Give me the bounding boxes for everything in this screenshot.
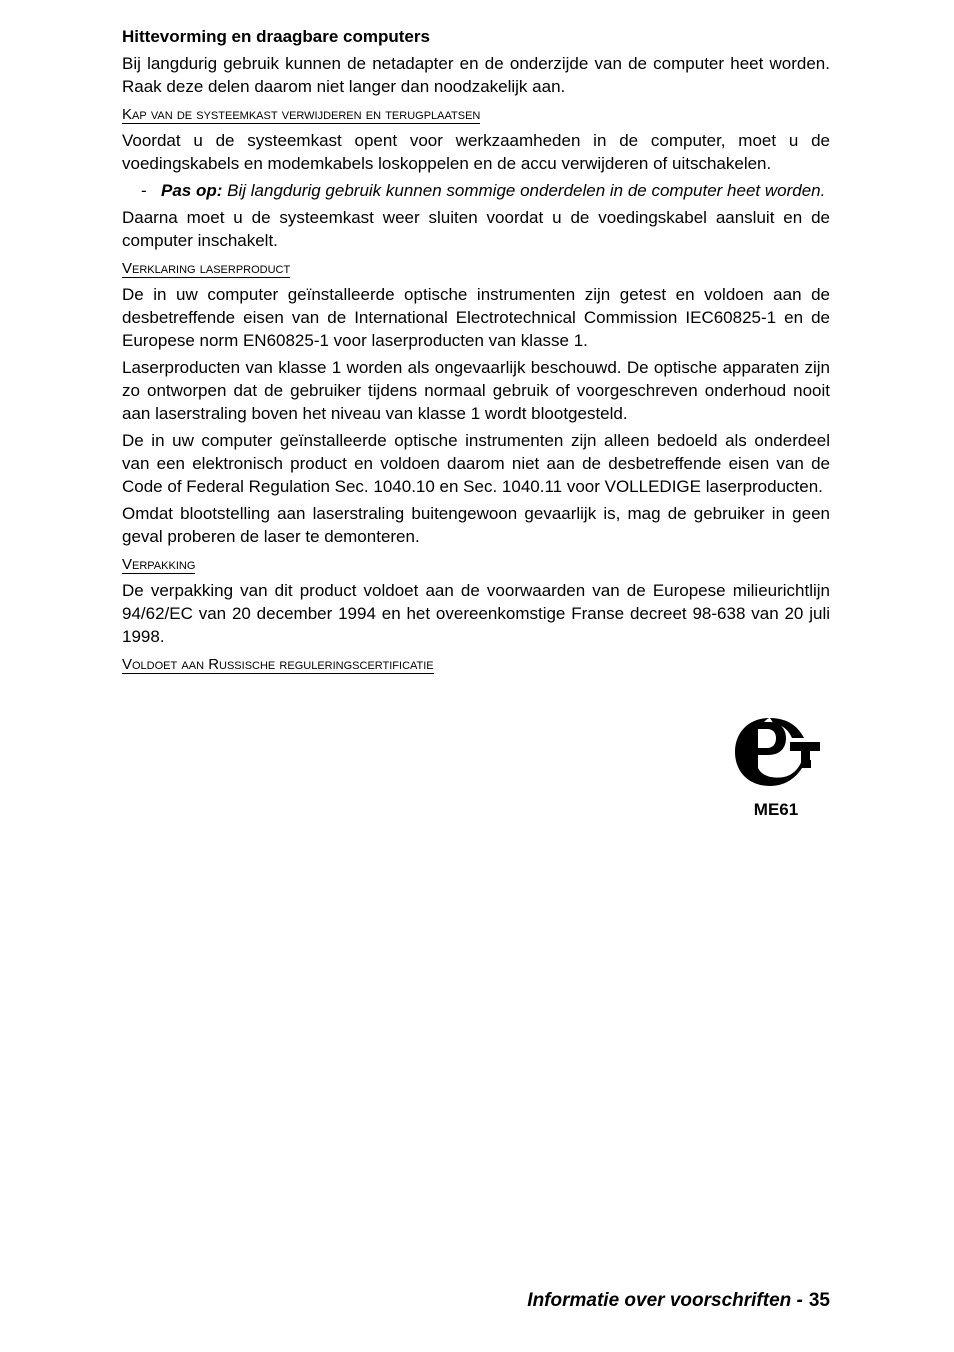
footer-title: Informatie over voorschriften -: [527, 1290, 803, 1311]
laser-paragraph-4: Omdat blootstelling aan laserstraling buitengewoon gevaarlijk is, mag de gebruiker in geen geval proberen de laser te demonteren.: [122, 504, 830, 546]
packaging-paragraph: De verpakking van dit product voldoet aan de voorwaarden van de Europese milieurichtlijn 94/62/EC van 20 december 1994 en het overeenkomstige Franse decreet 98-638 van 20 juli 1998.: [122, 581, 830, 646]
note-label: Pas op:: [161, 181, 223, 200]
laser-heading: Verklaring laserproduct: [122, 260, 291, 277]
casing-paragraph-2: Daarna moet u de systeemkast weer sluiten voordat u de voedingskabel aansluit en de computer inschakelt.: [122, 208, 830, 250]
casing-heading: Kap van de systeemkast verwijderen en terugplaatsen: [122, 106, 481, 123]
packaging-heading: Verpakking: [122, 556, 196, 573]
page-footer: [527, 1290, 830, 1312]
heat-heading: Hittevorming en draagbare computers: [122, 27, 430, 46]
document-page: [122, 26, 830, 679]
russia-heading: Voldoet aan Russische reguleringscertificatie: [122, 656, 434, 673]
laser-paragraph-2: Laserproducten van klasse 1 worden als ongevaarlijk beschouwd. De optische apparaten zijn zo ontworpen dat de gebruiker tijdens normaal gebruik of voorgeschreven onderhoud nooit aan laserstraling boven het niveau van klasse 1 wordt blootgesteld.: [122, 358, 830, 423]
laser-paragraph-1: De in uw computer geïnstalleerde optische instrumenten zijn getest en voldoen aan de desbetreffende eisen van de International Electrotechnical Commission IEC60825-1 en de Europese norm EN60825-1 voor laserproducten van klasse 1.: [122, 285, 830, 350]
laser-paragraph-3: De in uw computer geïnstalleerde optische instrumenten zijn alleen bedoeld als onderdeel van een elektronisch product en voldoen daarom niet aan de desbetreffende eisen van de Code of Federal Regulation Sec. 1040.10 en Sec. 1040.11 voor VOLLEDIGE laserproducten.: [122, 431, 830, 496]
note-dash: -: [141, 181, 147, 200]
gost-r-certification-mark-icon: [732, 716, 822, 788]
certification-code: ME61: [753, 800, 799, 819]
casing-paragraph-1: Voordat u de systeemkast opent voor werkzaamheden in de computer, moet u de voedingskabels en modemkabels loskoppelen en de accu verwijderen of uitschakelen.: [122, 131, 830, 173]
heat-paragraph: Bij langdurig gebruik kunnen de netadapter en de onderzijde van de computer heet worden. Raak deze delen daarom niet langer dan noodzakelijk aan.: [122, 54, 830, 96]
page-number: 35: [808, 1290, 830, 1311]
note-text: Bij langdurig gebruik kunnen sommige onderdelen in de computer heet worden.: [227, 181, 826, 200]
russian-certification: [730, 716, 826, 820]
caution-note: [122, 179, 830, 202]
